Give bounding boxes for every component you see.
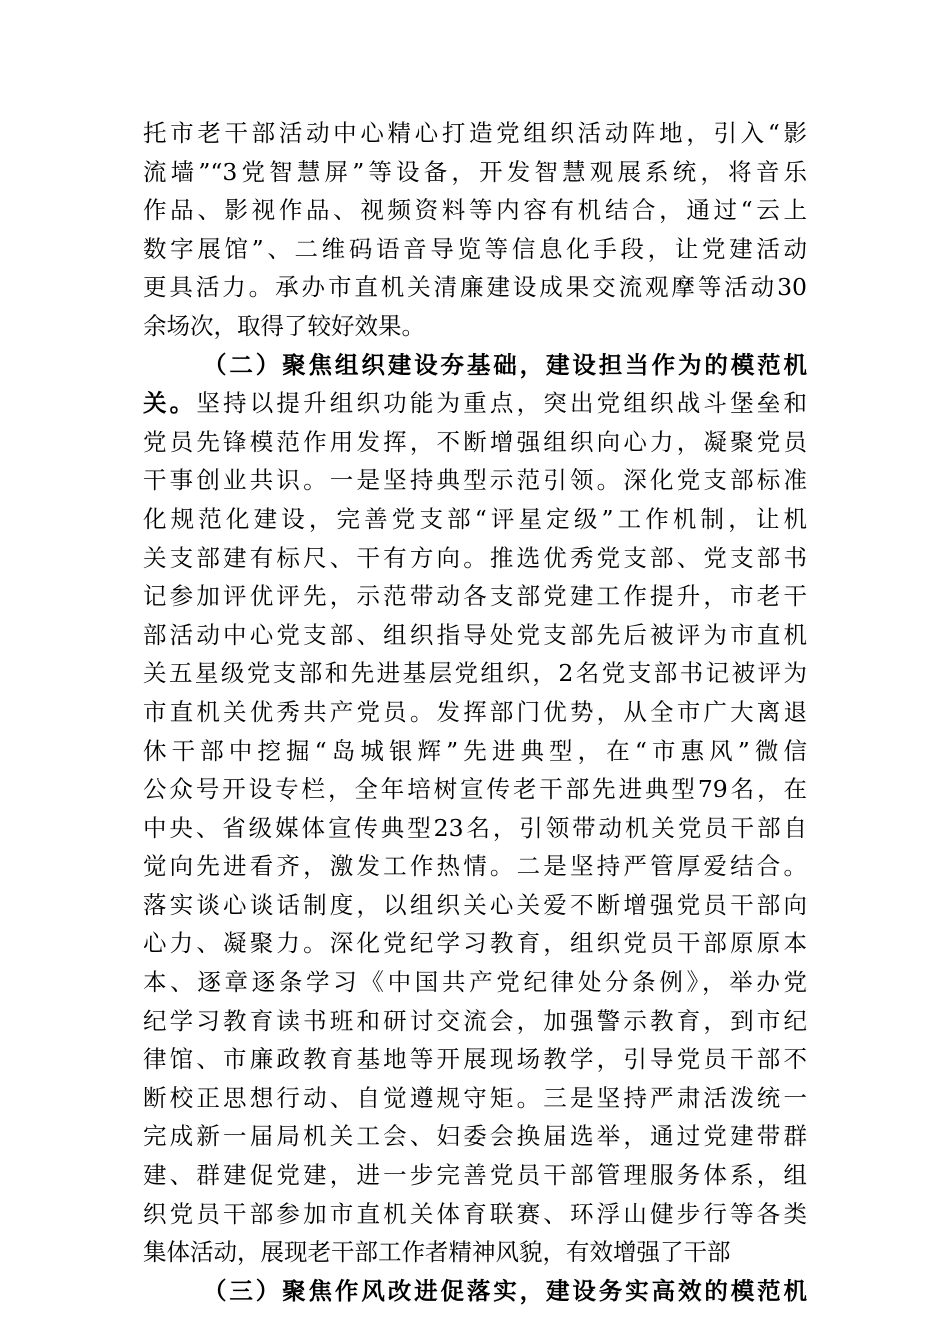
text-line: 化规范化建设，完善党支部“评星定级”工作机制，让机 bbox=[143, 504, 807, 533]
section-heading-2: （二）聚焦组织建设夯基础，建设担当作为的模范机 bbox=[203, 350, 807, 379]
text-line: 中央、省级媒体宣传典型23名，引领带动机关党员干部自 bbox=[143, 813, 807, 842]
text-line: 心力、凝聚力。深化党纪学习教育，组织党员干部原原本 bbox=[143, 929, 807, 958]
section-heading-2-end: 关。 bbox=[143, 389, 197, 418]
text-line: 断校正思想行动、自觉遵规守矩。三是坚持严肃活泼统一 bbox=[143, 1083, 807, 1112]
text-line: 完成新一届局机关工会、妇委会换届选举，通过党建带群 bbox=[143, 1122, 807, 1151]
text-line: 落实谈心谈话制度，以组织关心关爱不断增强党员干部向 bbox=[143, 890, 807, 919]
paragraph-1 bbox=[143, 114, 807, 346]
text-line: 纪学习教育读书班和研讨交流会，加强警示教育，到市纪 bbox=[143, 1006, 807, 1035]
text-line: 数字展馆”、二维码语音导览等信息化手段，让党建活动 bbox=[143, 234, 807, 263]
text-line: 市直机关优秀共产党员。发挥部门优势，从全市广大离退 bbox=[143, 697, 807, 726]
document-body bbox=[143, 114, 807, 1310]
text-line: 记参加评优评先，示范带动各支部党建工作提升，市老干 bbox=[143, 582, 807, 611]
text-line: 干事创业共识。一是坚持典型示范引领。深化党支部标准 bbox=[143, 466, 807, 495]
text-line: 集体活动，展现老干部工作者精神风貌，有效增强了干部 bbox=[143, 1238, 731, 1267]
text-line-rest: 坚持以提升组织功能为重点，突出党组织战斗堡垒和 bbox=[196, 389, 807, 418]
text-line: 本、逐章逐条学习《中国共产党纪律处分条例》，举办党 bbox=[143, 968, 807, 997]
text-line: 部活动中心党支部、组织指导处党支部先后被评为市直机 bbox=[143, 620, 807, 649]
text-line: 休干部中挖掘“岛城银辉”先进典型，在“市惠风”微信 bbox=[143, 736, 807, 765]
text-line: 余场次，取得了较好效果。 bbox=[143, 311, 425, 340]
text-line: 托市老干部活动中心精心打造党组织活动阵地，引入“影 bbox=[143, 119, 807, 147]
text-line: 党员先锋模范作用发挥，不断增强组织向心力，凝聚党员 bbox=[143, 427, 807, 456]
text-line: 关五星级党支部和先进基层党组织，2名党支部书记被评为 bbox=[143, 659, 807, 688]
text-line: 建、群建促党建，进一步完善党员干部管理服务体系，组 bbox=[143, 1161, 807, 1190]
text-line: 关支部建有标尺、干有方向。推选优秀党支部、党支部书 bbox=[143, 543, 807, 572]
text-line: 觉向先进看齐，激发工作热情。二是坚持严管厚爱结合。 bbox=[143, 852, 807, 881]
text-line: 律馆、市廉政教育基地等开展现场教学，引导党员干部不 bbox=[143, 1045, 807, 1074]
text-line: 更具活力。承办市直机关清廉建设成果交流观摩等活动30 bbox=[143, 273, 807, 302]
text-line: 织党员干部参加市直机关体育联赛、环浮山健步行等各类 bbox=[143, 1199, 807, 1228]
text-line: 流墙”“3党智慧屏”等设备，开发智慧观展系统，将音乐 bbox=[143, 157, 807, 186]
paragraph-3 bbox=[143, 1272, 807, 1311]
section-heading-3: （三）聚焦作风改进促落实，建设务实高效的模范机 bbox=[203, 1276, 807, 1305]
text-line: 公众号开设专栏，全年培树宣传老干部先进典型79名，在 bbox=[143, 775, 807, 804]
text-line: 作品、影视作品、视频资料等内容有机结合，通过“云上 bbox=[143, 196, 807, 225]
paragraph-2 bbox=[143, 346, 807, 1272]
text-line bbox=[143, 384, 807, 423]
